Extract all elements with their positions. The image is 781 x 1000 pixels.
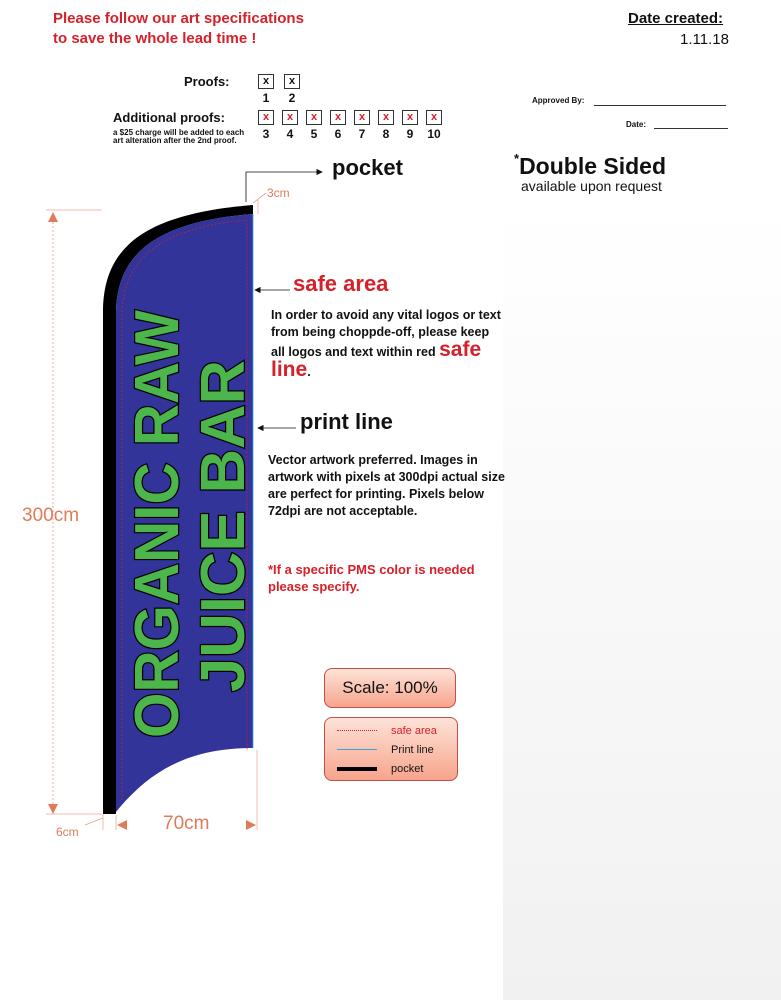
flag-text-line-1: ORGANIC RAW [123,283,192,738]
width-dimension-label: 70cm [163,813,210,834]
print-line-swatch [337,749,377,750]
pocket-label: pocket [332,155,403,180]
additional-proof-checkbox[interactable]: x [306,110,322,125]
additional-proof-checkbox[interactable]: x [258,110,274,125]
additional-proof-checkbox[interactable]: x [282,110,298,125]
print-line-title: print line [300,409,393,434]
width-arrow-left-icon [117,820,127,830]
charge-note: a $25 charge will be added to each art alteration after the 2nd proof. [113,128,245,145]
additional-proof-checkbox[interactable]: x [378,110,394,125]
legend-item-pocket [325,762,459,780]
height-dimension-label: 300cm [22,505,80,526]
safe-area-description: In order to avoid any vital logos or text from being choppde-off, please keep all logos and text within red [271,308,501,359]
flag-text-line-2: JUICE BAR [189,357,258,692]
asterisk: * [514,151,520,166]
width-arrow-right-icon [246,820,256,830]
date-created-label: Date created: [628,10,724,27]
proofs-label: Proofs: [184,74,230,89]
additional-proof-checkbox[interactable]: x [426,110,442,125]
additional-proof-number: 8 [382,127,390,141]
pms-color-note: *If a specific PMS color is needed please specify. [268,562,475,594]
legend-label-safe-area: safe area [391,725,437,737]
additional-proof-number: 4 [286,127,294,141]
double-sided-subtitle: available upon request [521,178,662,194]
pocket-width-label: 6cm [56,825,79,839]
legend-label-pocket: pocket [391,763,424,775]
approval-date-label: Date: [626,120,647,129]
additional-proof-checkbox[interactable]: x [354,110,370,125]
proof-checkbox[interactable]: x [258,74,274,89]
safe-area-text [271,307,501,381]
additional-proof-number: 6 [334,127,342,141]
safe-line-label: safe line [271,338,482,381]
proof-number: 2 [288,91,296,105]
notice-line-2: to save the whole lead time ! [53,30,257,47]
double-sided-text: Double Sided [519,153,667,179]
notice-line-1: Please follow our art specifications [53,10,304,27]
additional-proof-checkbox[interactable]: x [402,110,418,125]
height-arrow-top-icon [48,212,58,222]
additional-proofs-label: Additional proofs: [113,110,225,125]
legend-label-print-line: Print line [391,744,434,756]
additional-proof-checkbox[interactable]: x [330,110,346,125]
additional-proof-number: 10 [427,127,441,141]
height-arrow-bottom-icon [48,804,58,814]
date-created-value: 1.11.18 [680,31,729,48]
legend [324,717,458,781]
vector-artwork-text: Vector artwork preferred. Images in artwork with pixels at 300dpi actual size are perfect for printing. Pixels below 72dpi are not acceptable. [268,453,505,518]
legend-item-safe-area [325,724,459,742]
additional-proof-number: 7 [358,127,366,141]
proof-number: 1 [262,91,270,105]
additional-proof-number: 5 [310,127,318,141]
safe-area-swatch [337,730,377,731]
safe-area-title: safe area [293,271,389,296]
proof-checkbox[interactable]: x [284,74,300,89]
top-margin-label: 3cm [267,186,290,200]
safe-line-period: . [307,365,311,379]
pocket-swatch [337,767,377,771]
scale-badge: Scale: 100% [324,668,456,708]
additional-proof-number: 3 [262,127,270,141]
additional-proof-number: 9 [406,127,414,141]
legend-item-print-line [325,743,459,761]
approved-by-label: Approved By: [532,96,585,105]
